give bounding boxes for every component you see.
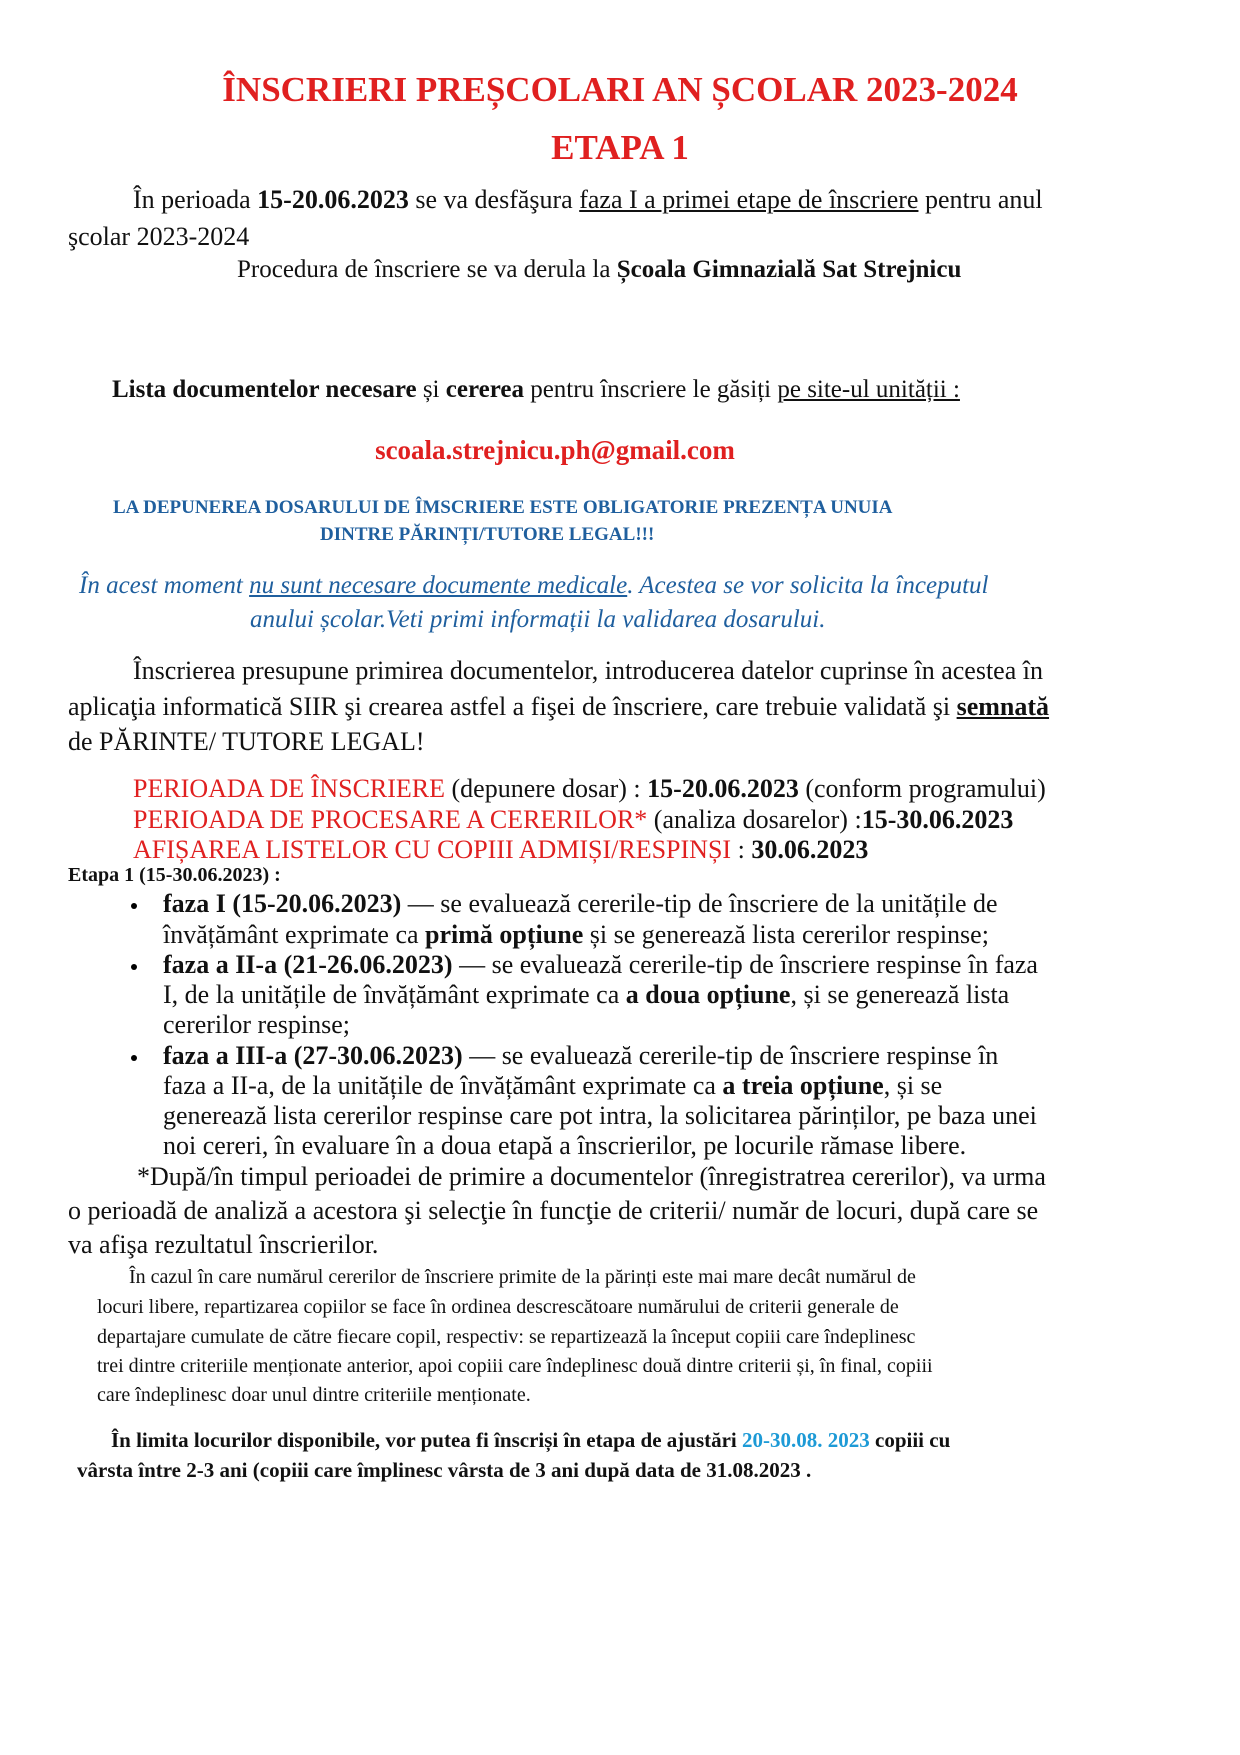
after-line-3: va afişa rezultatul înscrierilor.	[68, 1230, 379, 1259]
bullet-2-line-3: cererilor respinse;	[163, 1010, 350, 1039]
bullet-3-line-1: faza a III-a (27-30.06.2023) — se evaluează cererile-tip de înscriere respinse în	[163, 1041, 999, 1070]
enroll-line-2: aplicaţia informatică SIIR şi crearea astfel a fişei de înscriere, care trebuie validată şi semnată	[68, 692, 1050, 721]
bullet-3-line-2: faza a II-a, de la unitățile de învățământ exprimate ca a treia opțiune, și se	[163, 1071, 943, 1100]
criteria-line-5: care îndeplinesc doar unul dintre criteriile menționate.	[97, 1384, 531, 1406]
bullet-dot	[131, 964, 137, 970]
stage-heading: Etapa 1 (15-30.06.2023) :	[68, 864, 281, 886]
bullet-2-line-1: faza a II-a (21-26.06.2023) — se evaluează cererile-tip de înscriere respinse în faza	[163, 950, 1038, 979]
criteria-line-1: În cazul în care numărul cererilor de înscriere primite de la părinți este mai mare decât numărul de	[129, 1266, 916, 1288]
period-enrollment: PERIOADA DE ÎNSCRIERE (depunere dosar) : 15-20.06.2023 (conform programului)	[133, 774, 1046, 803]
bullet-3-line-4: noi cereri, în evaluare în a doua etapă a înscrierilor, pe locurile rămase libere.	[163, 1131, 967, 1160]
documents-line: Lista documentelor necesare și cererea pentru înscriere le găsiți pe site-ul unității :	[112, 376, 960, 403]
after-line-1: *După/în timpul perioadei de primire a documentelor (înregistratrea cererilor), va urma	[137, 1162, 1046, 1191]
bullet-1-line-1: faza I (15-20.06.2023) — se evaluează cererile-tip de înscriere de la unitățile de	[163, 889, 998, 918]
medical-note-line-2: anului școlar.Veti primi informații la validarea dosarului.	[250, 606, 826, 633]
criteria-line-2: locuri libere, repartizarea copiilor se face în ordinea descrescătoare numărului de criterii generale de	[97, 1296, 899, 1318]
enroll-line-1: Înscrierea presupune primirea documentelor, introducerea datelor cuprinse în acestea în	[133, 656, 1043, 685]
period-processing: PERIOADA DE PROCESARE A CERERILOR* (analiza dosarelor) :15-30.06.2023	[133, 805, 1014, 834]
final-line-1: În limita locurilor disponibile, vor putea fi înscriși în etapa de ajustări 20-30.08. 2023 copiii cu	[111, 1428, 951, 1452]
contact-email[interactable]: scoala.strejnicu.ph@gmail.com	[375, 435, 735, 465]
criteria-line-3: departajare cumulate de către fiecare copil, respectiv: se repartizează la început copiii care îndeplinesc	[97, 1326, 916, 1348]
criteria-line-4: trei dintre criteriile menționate anterior, apoi copiii care îndeplinesc două dintre criterii și, în final, copiii	[97, 1355, 933, 1377]
bullet-1-line-2: învățământ exprimate ca primă opțiune și se generează lista cererilor respinse;	[163, 920, 989, 949]
medical-note-line-1: În acest moment nu sunt necesare documente medicale. Acestea se vor solicita la începutul	[79, 572, 989, 599]
final-line-2: vârsta între 2-3 ani (copiii care împlinesc vârsta de 3 ani după data de 31.08.2023 .	[77, 1458, 812, 1482]
page-title: ÎNSCRIERI PREȘCOLARI AN ȘCOLAR 2023-2024	[222, 70, 1018, 109]
enroll-line-3: de PĂRINTE/ TUTORE LEGAL!	[68, 727, 425, 756]
bullet-2-line-2: I, de la unitățile de învățământ exprimate ca a doua opțiune, și se generează lista	[163, 980, 1010, 1009]
bullet-dot	[131, 903, 137, 909]
bullet-dot	[131, 1055, 137, 1061]
procedure-line: Procedura de înscriere se va derula la Școala Gimnazială Sat Strejnicu	[237, 256, 962, 283]
after-line-2: o perioadă de analiză a acestora şi selecţie în funcţie de criterii/ număr de locuri, după care se	[68, 1196, 1039, 1225]
intro-line-2: şcolar 2023-2024	[68, 222, 250, 251]
notice-line-1: LA DEPUNEREA DOSARULUI DE ÎMSCRIERE ESTE OBLIGATORIE PREZENȚA UNUIA	[113, 497, 893, 518]
period-results: AFIȘAREA LISTELOR CU COPIII ADMIȘI/RESPINȘI : 30.06.2023	[133, 835, 869, 864]
intro-line-1: În perioada 15-20.06.2023 se va desfăşura faza I a primei etape de înscriere pentru anul	[133, 185, 1043, 214]
bullet-3-line-3: generează lista cererilor respinse care pot intra, la solicitarea părinților, pe baza unei	[163, 1101, 1037, 1130]
page-subtitle: ETAPA 1	[551, 128, 689, 167]
notice-line-2: DINTRE PĂRINȚI/TUTORE LEGAL!!!	[320, 524, 655, 545]
